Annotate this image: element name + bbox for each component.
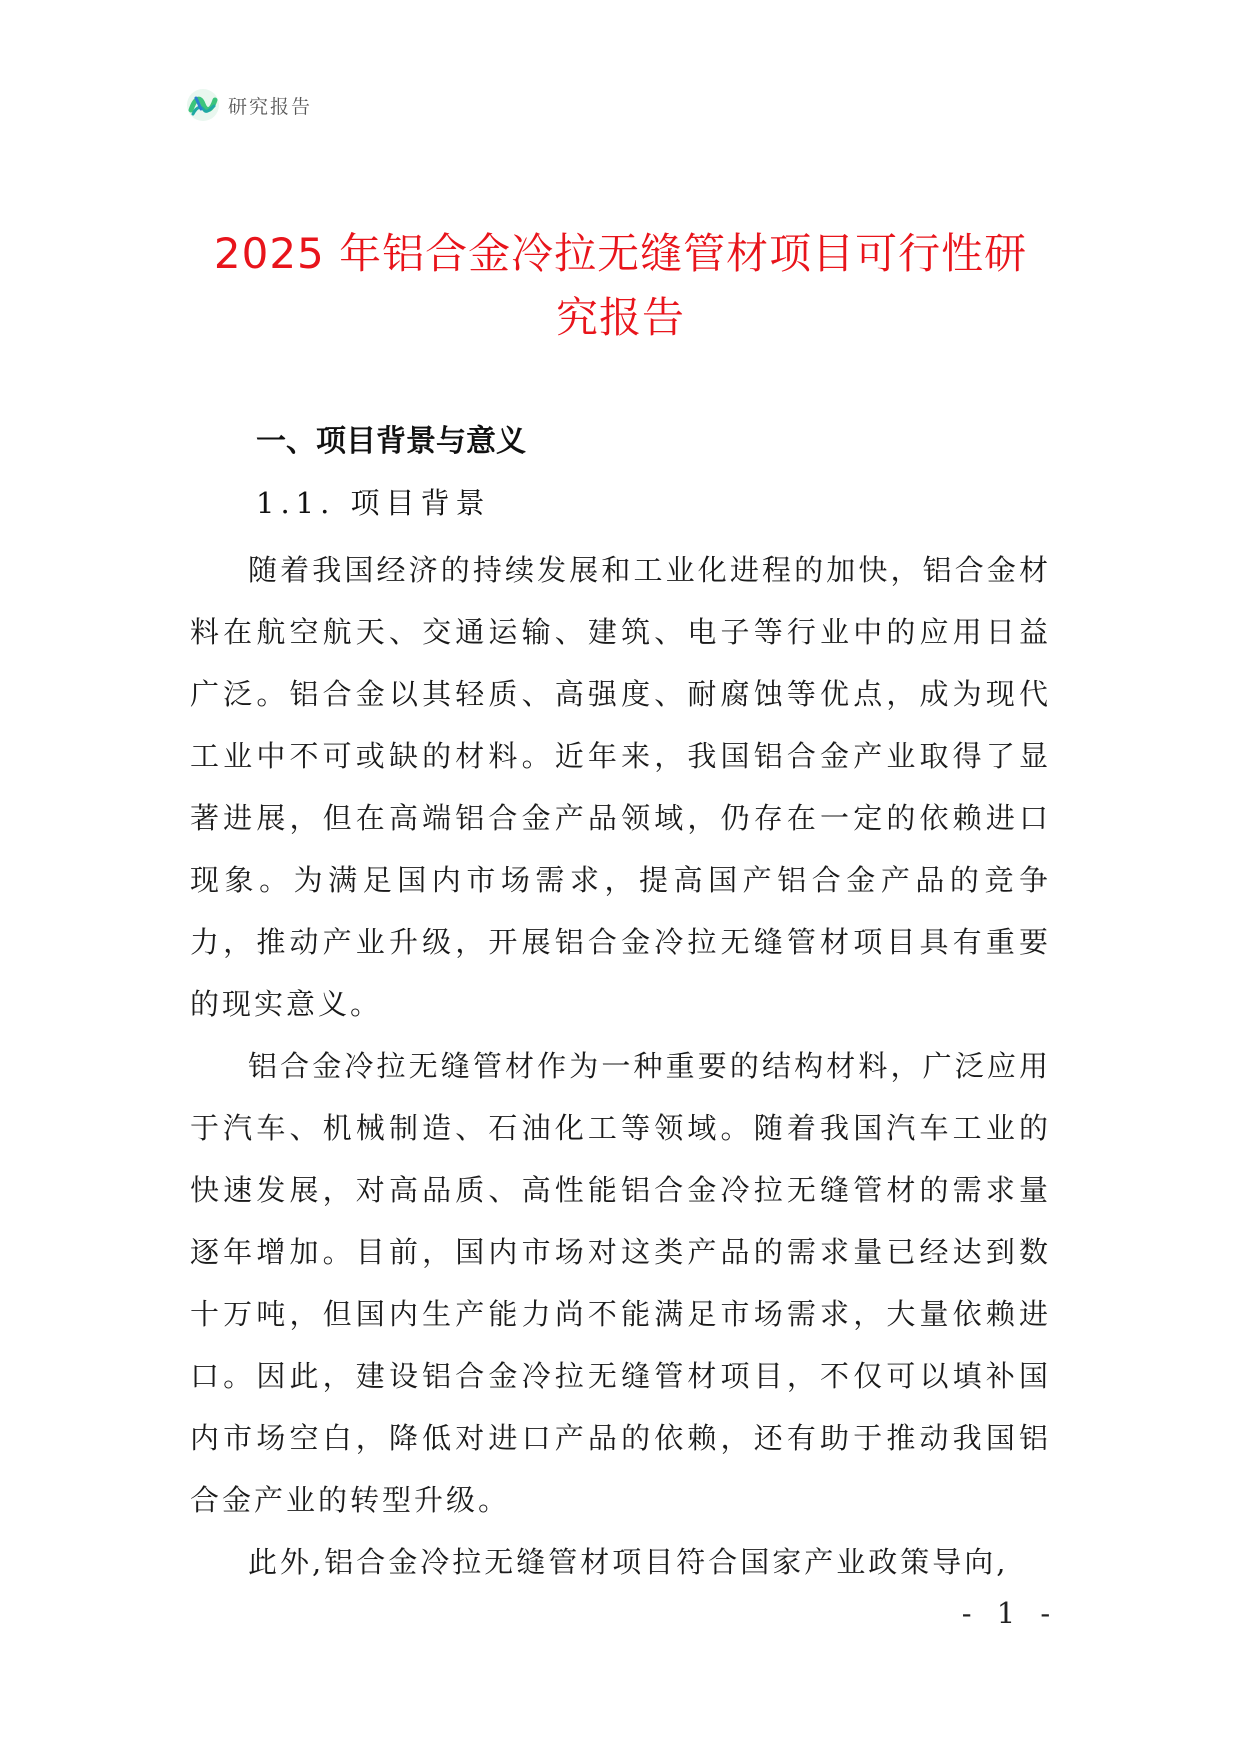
body-text [190,539,1051,1593]
paragraph-2: 铝合金冷拉无缝管材作为一种重要的结构材料，广泛应用于汽车、机械制造、石油化工等领域。随着我国汽车工业的快速发展，对高品质、高性能铝合金冷拉无缝管材的需求量逐年增加。目前，国内市场对这类产品的需求量已经达到数十万吨，但国内生产能力尚不能满足市场需求，大量依赖进口。因此，建设铝合金冷拉无缝管材项目，不仅可以填补国内市场空白，降低对进口产品的依赖，还有助于推动我国铝合金产业的转型升级。 [190,1049,1051,1517]
title-line-2: 究报告 [555,293,685,342]
header-label: 研究报告 [228,95,313,118]
title-line-1: 2025 年铝合金冷拉无缝管材项目可行性研 [213,229,1028,278]
paragraph-3: 此外,铝合金冷拉无缝管材项目符合国家产业政策导向, [248,1545,1009,1579]
subsection-heading: 1.1. 项目背景 [256,486,491,520]
section-heading: 一、项目背景与意义 [256,424,526,459]
page-header [186,88,312,122]
paragraph-1: 随着我国经济的持续发展和工业化进程的加快，铝合金材料在航空航天、交通运输、建筑、电子等行业中的应用日益广泛。铝合金以其轻质、高强度、耐腐蚀等优点，成为现代工业中不可或缺的材料。近年来，我国铝合金产业取得了显著进展，但在高端铝合金产品领域，仍存在一定的依赖进口现象。为满足国内市场需求，提高国产铝合金产品的竞争力，推动产业升级，开展铝合金冷拉无缝管材项目具有重要的现实意义。 [190,553,1051,1021]
document-title [190,222,1051,350]
page-number: - 1 - [961,1596,1059,1630]
report-logo-icon [186,88,220,122]
